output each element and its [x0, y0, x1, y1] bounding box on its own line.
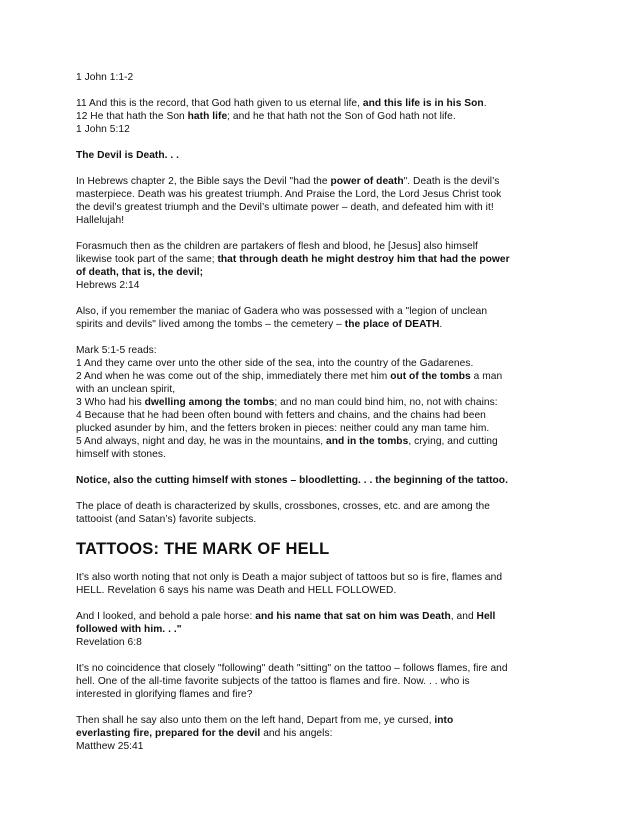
- text-line: [76, 383, 598, 396]
- text-line: [76, 318, 598, 331]
- text-line: [76, 71, 598, 84]
- text-line: [76, 623, 598, 636]
- section-heading: TATTOOS: THE MARK OF HELL: [76, 540, 330, 558]
- text-run: masterpiece. Death was his greatest triumph. And Praise the Lord, the Lord Jesus Christ took: [76, 189, 502, 200]
- text-line: [76, 396, 598, 409]
- text-line: [76, 435, 598, 448]
- paragraph: [76, 305, 598, 331]
- bold-text: everlasting fire, prepared for the devil: [76, 728, 261, 739]
- text-run: 3 Who had his: [76, 397, 145, 408]
- text-run: 2 And when he was come out of the ship, immediately there met him: [76, 371, 391, 382]
- paragraph: [76, 662, 598, 701]
- text-run: HELL. Revelation 6 says his name was Death and HELL FOLLOWED.: [76, 585, 397, 596]
- text-line: [76, 97, 598, 110]
- text-line: [76, 188, 598, 201]
- paragraph: [76, 97, 598, 136]
- paragraph: [76, 571, 598, 597]
- text-line: [76, 500, 598, 513]
- bold-text: The Devil is Death. . .: [76, 150, 180, 161]
- text-run: 5 And always, night and day, he was in the mountains,: [76, 436, 326, 447]
- text-line: [76, 513, 598, 526]
- text-line: [76, 149, 598, 162]
- text-line: [76, 584, 598, 597]
- paragraph: [76, 149, 598, 162]
- text-run: likewise took part of the same;: [76, 254, 218, 265]
- text-line: [76, 253, 598, 266]
- text-line: [76, 474, 598, 487]
- text-run: 1 John 5:12: [76, 124, 130, 135]
- text-run: It’s also worth noting that not only is Death a major subject of tattoos but so is fire, flames and: [76, 572, 503, 583]
- text-line: [76, 370, 598, 383]
- text-line: [76, 344, 598, 357]
- text-run: The place of death is characterized by skulls, crossbones, crosses, etc. and are among the: [76, 501, 490, 512]
- text-run: Also, if you remember the maniac of Gadera who was possessed with a "legion of unclean: [76, 306, 488, 317]
- text-run: Revelation 6:8: [76, 637, 142, 648]
- bold-text: followed with him. . .": [76, 624, 182, 635]
- text-line: [76, 240, 598, 253]
- text-line: [76, 448, 598, 461]
- text-line: [76, 610, 598, 623]
- text-run: a man: [470, 371, 503, 382]
- text-line: [76, 740, 598, 753]
- text-line: [76, 422, 598, 435]
- text-run: Then shall he say also unto them on the left hand, Depart from me, ye cursed,: [76, 715, 435, 726]
- text-run: ; and no man could bind him, no, not with chains:: [274, 397, 498, 408]
- text-run: tattooist (and Satan’s) favorite subjects.: [76, 514, 257, 525]
- bold-text: that through death he might destroy him that had the power: [217, 254, 510, 265]
- bold-text: hath life: [187, 111, 228, 122]
- bold-text: of death, that is, the devil;: [76, 267, 204, 278]
- text-line: [76, 662, 598, 675]
- text-line: [76, 214, 598, 227]
- text-run: .: [483, 98, 487, 109]
- paragraph: [76, 240, 598, 292]
- text-run: Hallelujah!: [76, 215, 125, 226]
- text-run: 12 He that hath the Son: [76, 111, 188, 122]
- text-run: ". Death is the devil’s: [403, 176, 500, 187]
- paragraph: [76, 714, 598, 753]
- text-run: and his angels:: [260, 728, 333, 739]
- text-run: ; and he that hath not the Son of God hath not life.: [227, 111, 456, 122]
- text-line: [76, 266, 598, 279]
- text-line: [76, 409, 598, 422]
- text-run: with an unclean spirit,: [76, 384, 176, 395]
- text-run: Hebrews 2:14: [76, 280, 140, 291]
- paragraph: [76, 175, 598, 227]
- bold-text: and his name that sat on him was Death: [255, 611, 451, 622]
- text-line: [76, 201, 598, 214]
- text-run: Mark 5:1-5 reads:: [76, 345, 157, 356]
- bold-text: and this life is in his Son: [362, 98, 484, 109]
- text-line: [76, 727, 598, 740]
- text-line: [76, 714, 598, 727]
- text-run: 1 And they came over unto the other side of the sea, into the country of the Gadarenes.: [76, 358, 474, 369]
- text-line: [76, 357, 598, 370]
- text-line: [76, 675, 598, 688]
- bold-text: and in the tombs: [326, 436, 409, 447]
- text-line: [76, 305, 598, 318]
- text-line: [76, 110, 598, 123]
- paragraph: [76, 474, 598, 487]
- text-run: .: [439, 319, 443, 330]
- text-run: It’s no coincidence that closely "following" death "sitting" on the tattoo – follows flames, fire and: [76, 663, 508, 674]
- paragraph: [76, 71, 598, 84]
- text-run: And I looked, and behold a pale horse:: [76, 611, 256, 622]
- text-run: 11 And this is the record, that God hath given to us eternal life,: [76, 98, 363, 109]
- text-run: 4 Because that he had been often bound with fetters and chains, and the chains had been: [76, 410, 486, 421]
- text-run: himself with stones.: [76, 449, 166, 460]
- bold-text: out of the tombs: [390, 371, 471, 382]
- text-line: [76, 636, 598, 649]
- bold-text: power of death: [330, 176, 404, 187]
- text-run: hell. One of the all-time favorite subjects of the tattoo is flames and fire. Now. . . who is: [76, 676, 470, 687]
- text-line: [76, 688, 598, 701]
- paragraph: [76, 500, 598, 526]
- bold-text: Hell: [476, 611, 496, 622]
- bold-text: the place of DEATH: [344, 319, 440, 330]
- text-run: , and: [450, 611, 477, 622]
- text-run: Forasmuch then as the children are partakers of flesh and blood, he [Jesus] also himself: [76, 241, 478, 252]
- text-run: Matthew 25:41: [76, 741, 144, 752]
- paragraph: [76, 610, 598, 649]
- bold-text: dwelling among the tombs: [144, 397, 275, 408]
- text-run: In Hebrews chapter 2, the Bible says the Devil "had the: [76, 176, 331, 187]
- text-run: 1 John 1:1-2: [76, 72, 134, 83]
- text-run: the devil’s greatest triumph and the Devil’s ultimate power – death, and defeated him with it!: [76, 202, 494, 213]
- paragraph: [76, 344, 598, 461]
- text-line: [76, 279, 598, 292]
- bold-text: into: [434, 715, 454, 726]
- text-run: , crying, and cutting: [408, 436, 498, 447]
- text-run: spirits and devils" lived among the tombs – the cemetery –: [76, 319, 345, 330]
- text-run: interested in glorifying flames and fire?: [76, 689, 253, 700]
- text-line: [76, 175, 598, 188]
- bold-text: Notice, also the cutting himself with stones – bloodletting. . . the beginning of the tattoo.: [76, 475, 508, 486]
- text-line: [76, 571, 598, 584]
- text-run: plucked asunder by him, and the fetters broken in pieces: neither could any man tame him.: [76, 423, 490, 434]
- text-line: [76, 123, 598, 136]
